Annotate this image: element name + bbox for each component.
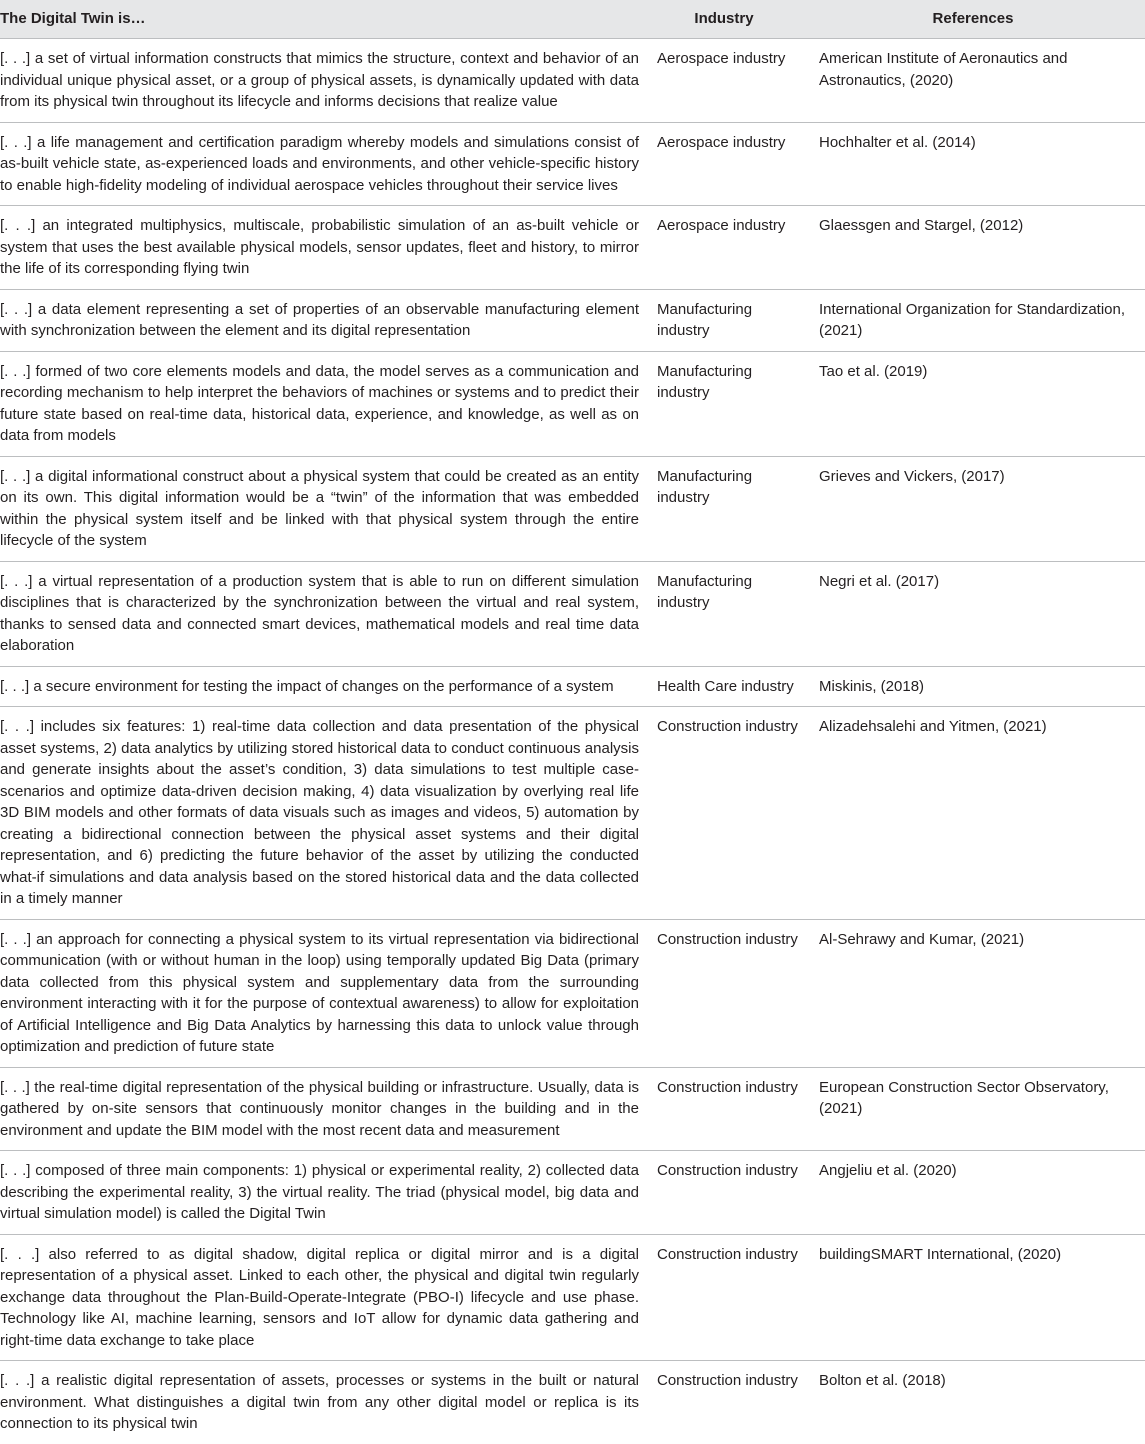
reference-cell: European Construction Sector Observatory, (2021) <box>809 1067 1145 1151</box>
reference-cell: International Organization for Standardization, (2021) <box>809 289 1145 351</box>
definition-cell: [. . .] an approach for connecting a physical system to its virtual representation via bidirectional communication (with or without human in the loop) using temporally updated Big Data (primary data collected from this physical system and supplementary data from the surrounding environment interacting with it for the purpose of contextual awareness) to allow for exploitation of Artificial Intelligence and Big Data Analytics by harnessing this data to unlock value through optimization and prediction of future state <box>0 919 647 1067</box>
table-row <box>0 351 1145 456</box>
header-industry: Industry <box>647 0 809 39</box>
industry-cell: Construction industry <box>647 1151 809 1235</box>
definition-cell: [. . .] includes six features: 1) real-time data collection and data presentation of the physical asset systems, 2) data analytics by utilizing stored historical data to conduct continuous analysis and generate insights about the asset’s condition, 3) data simulations to test multiple case-scenarios and optimize data-driven decision making, 4) data visualization by overlying real life 3D BIM models and other formats of data visuals such as images and videos, 5) automation by creating a bidirectional connection between the physical asset systems and their digital representation, and 6) predicting the future behavior of the asset by utilizing the conducted what-if simulations and data analysis based on the stored historical data and the data collected in a timely manner <box>0 707 647 920</box>
industry-cell: Health Care industry <box>647 666 809 707</box>
industry-cell: Aerospace industry <box>647 39 809 123</box>
reference-cell: Angjeliu et al. (2020) <box>809 1151 1145 1235</box>
definition-cell: [. . .] a set of virtual information constructs that mimics the structure, context and behavior of an individual unique physical asset, or a group of physical assets, is dynamically updated with data from its physical twin throughout its lifecycle and informs decisions that realize value <box>0 39 647 123</box>
table-row <box>0 919 1145 1067</box>
table-body <box>0 39 1145 1444</box>
reference-cell: Hochhalter et al. (2014) <box>809 122 1145 206</box>
industry-cell: Construction industry <box>647 919 809 1067</box>
industry-cell: Construction industry <box>647 1234 809 1361</box>
table-row <box>0 1151 1145 1235</box>
reference-cell: Grieves and Vickers, (2017) <box>809 456 1145 561</box>
reference-cell: American Institute of Aeronautics and Astronautics, (2020) <box>809 39 1145 123</box>
reference-cell: Alizadehsalehi and Yitmen, (2021) <box>809 707 1145 920</box>
table-header <box>0 0 1145 39</box>
reference-cell: Bolton et al. (2018) <box>819 1372 946 1389</box>
table-row <box>0 206 1145 290</box>
table-row <box>0 707 1145 920</box>
table-row <box>0 456 1145 561</box>
industry-cell: Aerospace industry <box>647 122 809 206</box>
header-row <box>0 0 1145 39</box>
table-row <box>0 1067 1145 1151</box>
reference-cell: Tao et al. (2019) <box>809 351 1145 456</box>
definition-cell: [. . .] also referred to as digital shadow, digital replica or digital mirror and is a digital representation of a physical asset. Linked to each other, the physical and digital twin regularly exchange data throughout the Plan-Build-Operate-Integrate (PBO-I) lifecycle and use phase. Technology like AI, machine learning, sensors and IoT allow for dynamic data gathering and right-time data exchange to take place <box>0 1234 647 1361</box>
table-row <box>0 666 1145 707</box>
definition-cell: [. . .] a data element representing a set of properties of an observable manufacturing element with synchronization between the element and its digital representation <box>0 289 647 351</box>
table-row <box>0 561 1145 666</box>
definition-cell: [. . .] composed of three main components: 1) physical or experimental reality, 2) collected data describing the experimental reality, 3) the virtual reality. The triad (physical model, big data and virtual simulation model) is called the Digital Twin <box>0 1151 647 1235</box>
definition-cell: [. . .] the real-time digital representation of the physical building or infrastructure. Usually, data is gathered by on-site sensors that continuously monitor changes in the building and in the environment and update the BIM model with the most recent data and measurement <box>0 1067 647 1151</box>
industry-cell: Manufacturing industry <box>647 561 809 666</box>
industry-cell: Construction industry <box>657 1372 798 1389</box>
definition-cell: [. . .] an integrated multiphysics, multiscale, probabilistic simulation of an as-built vehicle or system that uses the best available physical models, sensor updates, fleet and history, to mirror the life of its corresponding flying twin <box>0 206 647 290</box>
industry-cell: Aerospace industry <box>647 206 809 290</box>
industry-cell: Construction industry <box>647 1067 809 1151</box>
definition-cell: [. . .] a digital informational construct about a physical system that could be created as an entity on its own. This digital information would be a “twin” of the information that was embedded within the physical system itself and be linked with that physical system through the entire lifecycle of the system <box>0 456 647 561</box>
industry-cell: Manufacturing industry <box>647 289 809 351</box>
definition-cell: [. . .] a virtual representation of a production system that is able to run on different simulation disciplines that is characterized by the synchronization between the virtual and real system, thanks to sensed data and connected smart devices, mathematical models and real time data elaboration <box>0 561 647 666</box>
table-row <box>0 1234 1145 1361</box>
header-references: References <box>809 0 1145 39</box>
definition-cell: [. . .] a life management and certification paradigm whereby models and simulations consist of as-built vehicle state, as-experienced loads and environments, and other vehicle-specific history to enable high-fidelity modeling of individual aerospace vehicles throughout their service lives <box>0 122 647 206</box>
table-row <box>0 39 1145 123</box>
definition-cell: [. . .] a realistic digital representation of assets, processes or systems in the built or natural environment. What distinguishes a digital twin from any other digital model or replica is its connection to its physical twin <box>0 1372 639 1432</box>
reference-cell: Negri et al. (2017) <box>809 561 1145 666</box>
industry-cell: Construction industry <box>647 707 809 920</box>
reference-cell: Al-Sehrawy and Kumar, (2021) <box>809 919 1145 1067</box>
table-row <box>0 1361 1145 1444</box>
reference-cell: Miskinis, (2018) <box>809 666 1145 707</box>
reference-cell: Glaessgen and Stargel, (2012) <box>809 206 1145 290</box>
industry-cell: Manufacturing industry <box>647 351 809 456</box>
definition-cell: [. . .] a secure environment for testing the impact of changes on the performance of a system <box>0 666 647 707</box>
table-row <box>0 289 1145 351</box>
reference-cell: buildingSMART International, (2020) <box>809 1234 1145 1361</box>
definition-cell: [. . .] formed of two core elements models and data, the model serves as a communication and recording mechanism to help interpret the behaviors of machines or systems and to predict their future state based on real-time data, historical data, experience, and knowledge, as well as on data from models <box>0 351 647 456</box>
industry-cell: Manufacturing industry <box>647 456 809 561</box>
header-definition: The Digital Twin is… <box>0 0 647 39</box>
table-row <box>0 122 1145 206</box>
